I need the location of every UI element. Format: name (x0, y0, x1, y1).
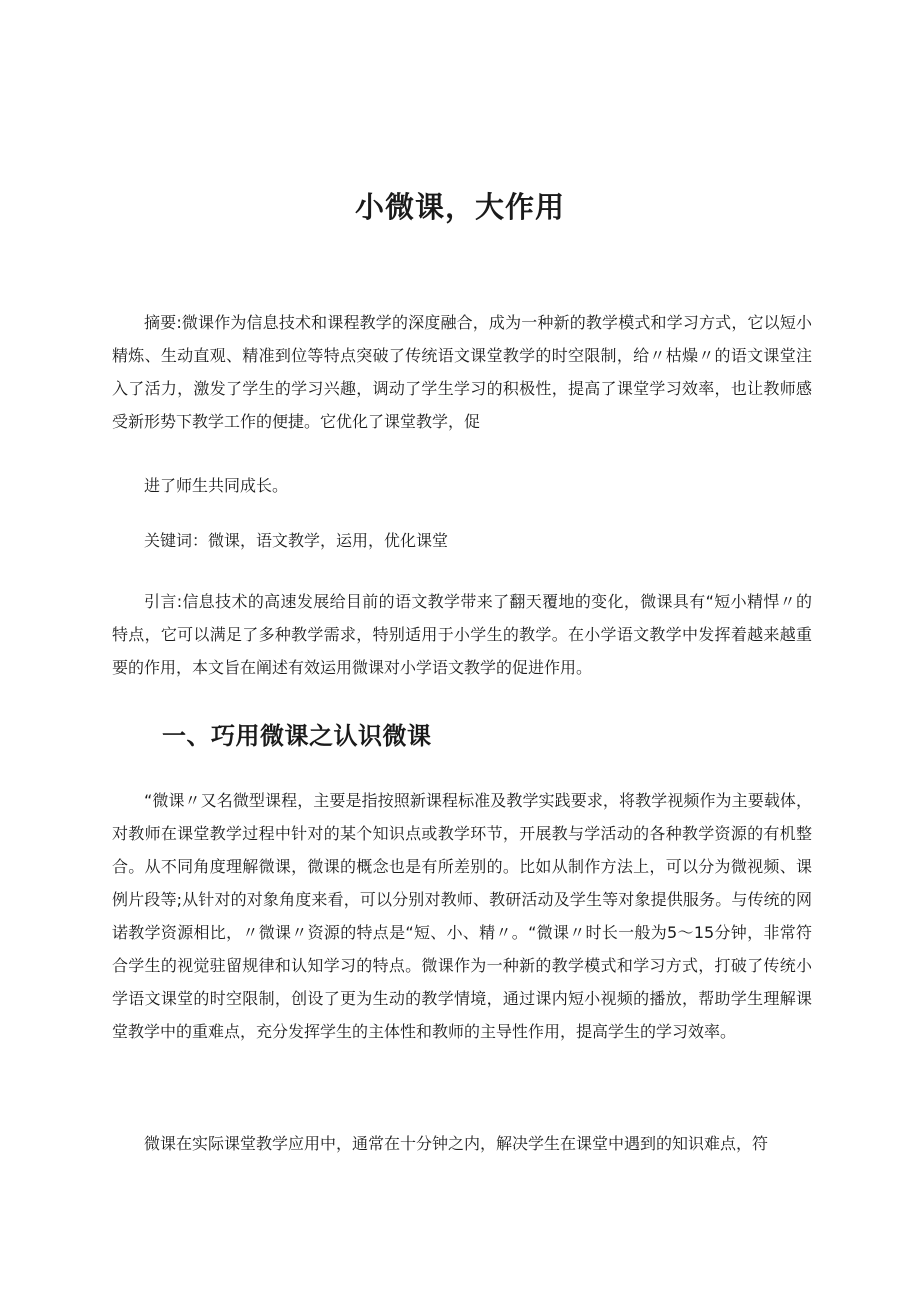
abstract-paragraph: 摘要:微课作为信息技术和课程教学的深度融合，成为一种新的教学模式和学习方式，它以短小精炼、生动直观、精准到位等特点突破了传统语文课堂教学的时空限制，给〃枯燥〃的语文课堂注入了活力，激发了学生的学习兴趣，调动了学生学习的积极性，提高了课堂学习效率，也让教师感受新形势下教学工作的便捷。它优化了课堂教学，促 (112, 313, 812, 431)
page-title: 小微课，大作用 (354, 190, 565, 225)
section-heading: 一、巧用微课之认识微课 (162, 722, 432, 750)
section-paragraph: “微课〃又名微型课程，主要是指按照新课程标准及教学实践要求，将教学视频作为主要载体，对教师在课堂教学过程中针对的某个知识点或教学环节，开展教与学活动的各种教学资源的有机整合。从不同角度理解微课，微课的概念也是有所差别的。比如从制作方法上，可以分为微视频、课例片段等;从针对的对象角度来看，可以分别对教师、教研活动及学生等对象提供服务。与传统的网诺教学资源相比，〃微课〃资源的特点是“短、小、精〃。“微课〃时长一般为5〜15分钟，非常符合学生的视觉驻留规律和认知学习的特点。微课作为一种新的教学模式和学习方式，打破了传统小学语文课堂的时空限制，创设了更为生动的教学情境，通过课内短小视频的播放，帮助学生理解课堂教学中的重难点，充分发挥学生的主体性和教师的主导性作用，提高学生的学习效率。 (112, 791, 812, 1041)
section-paragraph-continued: 微课在实际课堂教学应用中，通常在十分钟之内，解决学生在课堂中遇到的知识难点，符 (144, 1134, 769, 1153)
intro-paragraph: 引言:信息技术的高速发展给目前的语文教学带来了翻天覆地的变化，微课具有“短小精悍〃的特点，它可以满足了多种教学需求，特别适用于小学生的教学。在小学语文教学中发挥着越来越重要的作用，本文旨在阐述有效运用微课对小学语文教学的促进作用。 (112, 592, 812, 677)
keywords-line: 关键词：微课，语文教学，运用，优化课堂 (144, 531, 449, 550)
abstract-continuation: 进了师生共同成长。 (144, 476, 289, 495)
